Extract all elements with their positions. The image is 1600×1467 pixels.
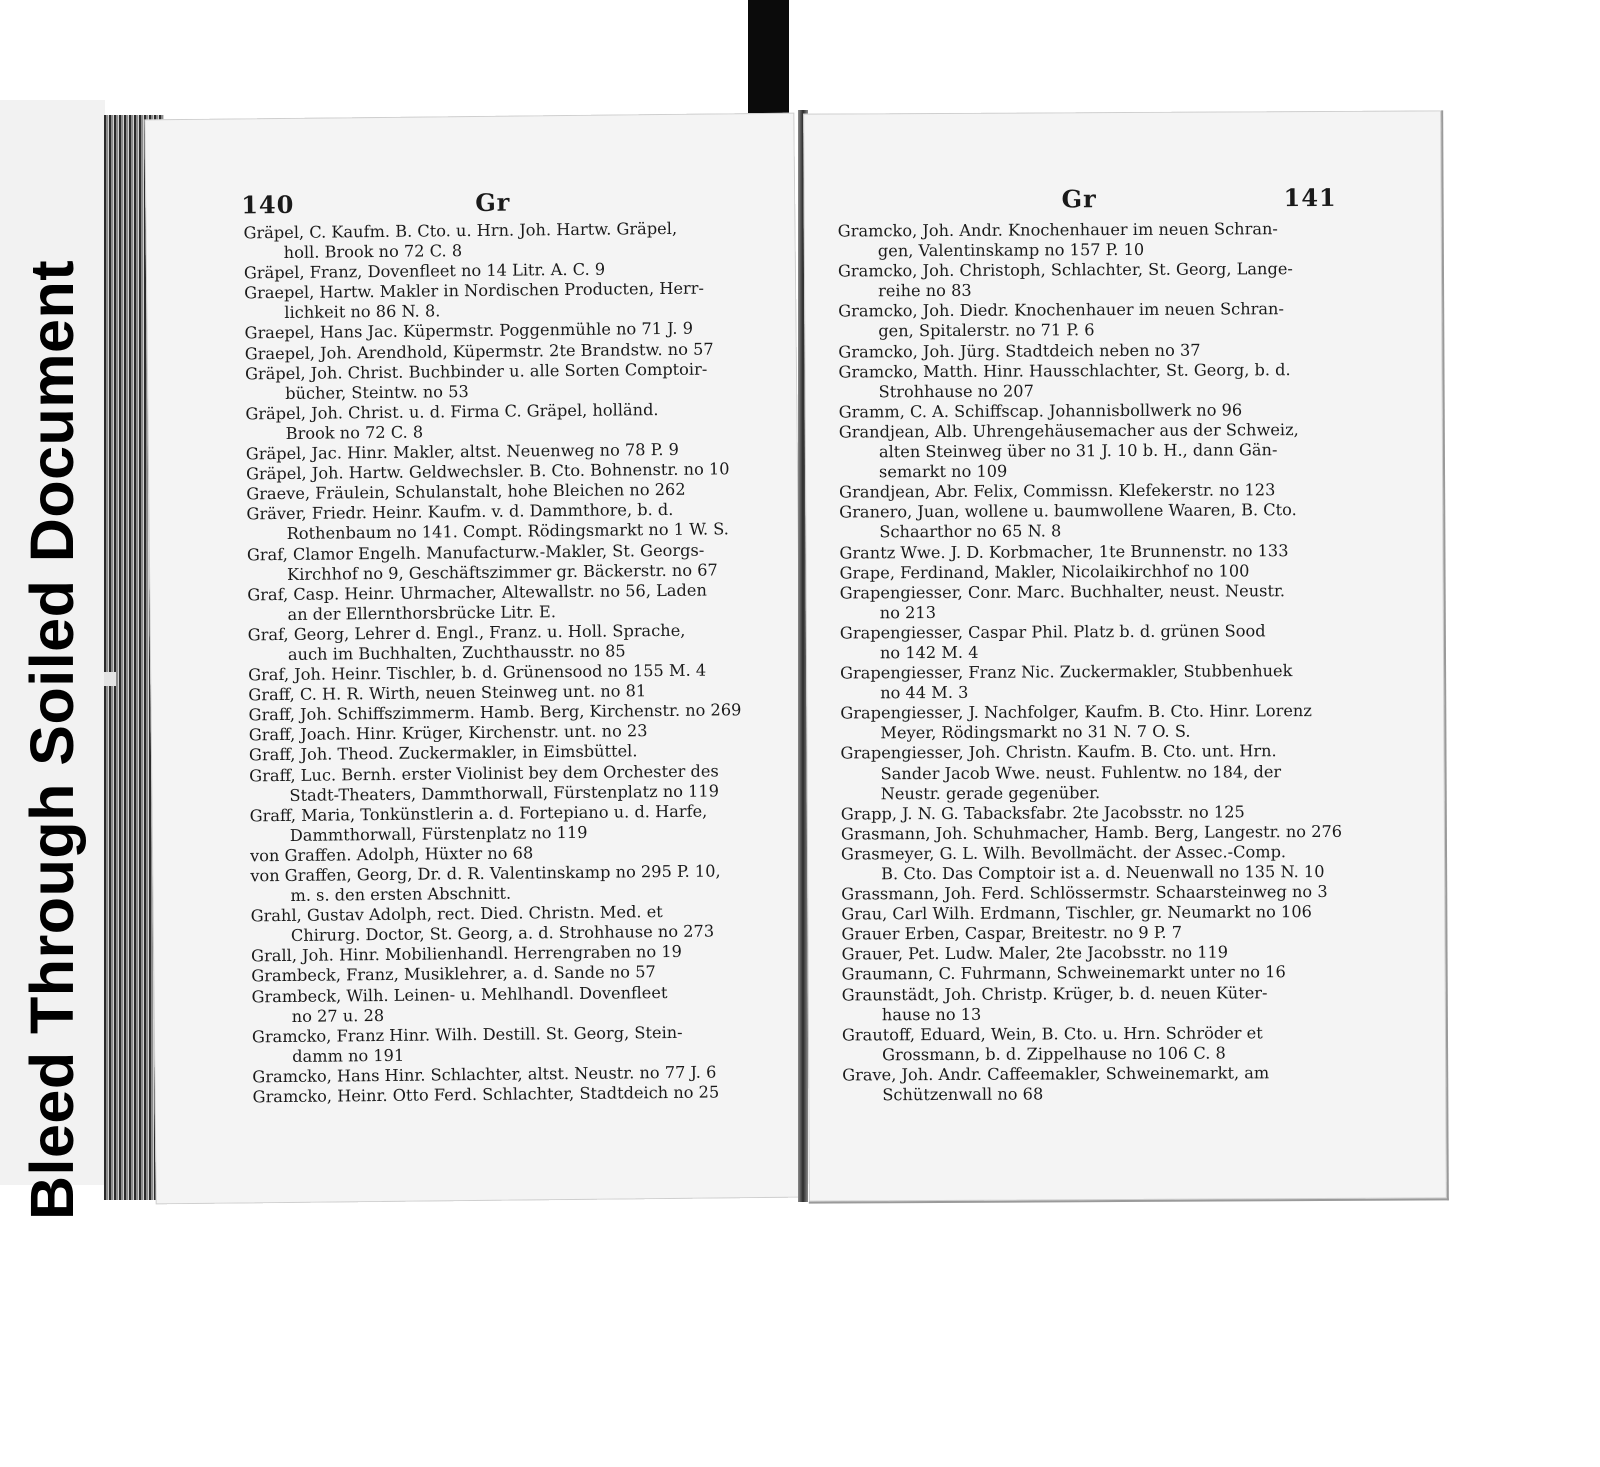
entry-continuation: Schaarthor no 65 N. 8 <box>879 521 1062 542</box>
entry-text: Graff, C. H. R. Wirth, neuen Steinweg unt. no 81 <box>248 681 647 705</box>
entry-continuation: Schützenwall no 68 <box>882 1084 1044 1105</box>
entry-continuation: Rothenbaum no 141. Compt. Rödingsmarkt no 1 W. S. <box>286 519 729 544</box>
directory-entry <box>838 219 1354 262</box>
entry-continuation: semarkt no 109 <box>878 461 1008 482</box>
directory-entry <box>251 901 763 947</box>
entry-text: Graepel, Hans Jac. Küpermstr. Poggenmühle no 71 J. 9 <box>244 319 694 343</box>
entry-text: Grapengiesser, Joh. Christn. Kaufm. B. Cto. unt. Hrn. <box>840 741 1277 763</box>
entry-continuation: alten Steinweg über no 31 J. 10 b. H., dann Gän- <box>878 440 1278 462</box>
entry-text: Grapengiesser, Caspar Phil. Platz b. d. grünen Sood <box>839 621 1266 643</box>
entry-text: Graff, Joach. Hinr. Krüger, Kirchenstr. unt. no 23 <box>248 721 648 745</box>
entry-continuation: reihe no 83 <box>878 281 972 301</box>
directory-entry <box>840 661 1356 704</box>
directory-entry <box>248 620 760 666</box>
entry-text: Gramcko, Joh. Andr. Knochenhauer im neuen Schran- <box>837 219 1278 241</box>
entry-continuation: Dammthorwall, Fürstenplatz no 119 <box>289 822 588 845</box>
entry-continuation: Sander Jacob Wwe. neust. Fuhlentw. no 184, der <box>880 761 1282 783</box>
directory-entry <box>841 922 1357 945</box>
right-page <box>803 110 1449 1203</box>
directory-entry <box>250 861 762 907</box>
entry-text: Grahl, Gustav Adolph, rect. Died. Christn. Med. et <box>250 902 663 926</box>
left-page <box>144 113 805 1205</box>
directory-entry <box>244 278 756 324</box>
entry-list-left <box>243 218 764 1107</box>
entry-text: Graf, Georg, Lehrer d. Engl., Franz. u. Holl. Sprache, <box>247 620 686 645</box>
directory-entry <box>251 982 763 1028</box>
directory-entry <box>841 902 1357 925</box>
entry-continuation: Grossmann, b. d. Zippelhause no 106 C. 8 <box>882 1043 1226 1065</box>
entry-text: von Graffen. Adolph, Hüxter no 68 <box>249 843 534 866</box>
entry-text: Grau, Carl Wilh. Erdmann, Tischler, gr. Neumarkt no 106 <box>841 902 1312 924</box>
entry-text: Gramcko, Joh. Christoph, Schlachter, St. Georg, Lange- <box>837 259 1293 281</box>
entry-continuation: Meyer, Rödingsmarkt no 31 N. 7 O. S. <box>880 722 1191 743</box>
entry-text: Gräpel, Franz, Dovenfleet no 14 Litr. A. C. 9 <box>243 259 606 283</box>
entry-continuation: holl. Brook no 72 C. 8 <box>283 241 463 263</box>
entry-continuation: no 213 <box>879 602 937 623</box>
entry-continuation: no 142 M. 4 <box>879 642 979 663</box>
running-head-left: Gr <box>475 187 511 217</box>
directory-entry <box>842 1023 1358 1066</box>
entry-text: Gramcko, Heinr. Otto Ferd. Schlachter, Stadtdeich no 25 <box>252 1082 720 1107</box>
directory-entry <box>840 741 1356 804</box>
entry-text: Grandjean, Abr. Felix, Commissn. Klefekerstr. no 123 <box>839 480 1276 502</box>
directory-entry <box>839 540 1355 563</box>
entry-text: Graf, Casp. Heinr. Uhrmacher, Altewallstr. no 56, Laden <box>247 580 707 605</box>
entry-continuation: Stadt-Theaters, Dammthorwall, Fürstenplatz no 119 <box>289 781 720 805</box>
entry-continuation: Chirurg. Doctor, St. Georg, a. d. Strohhause no 273 <box>290 921 715 946</box>
directory-entry <box>838 359 1354 402</box>
directory-entry <box>840 621 1356 664</box>
directory-entry <box>840 560 1356 583</box>
directory-entry <box>840 701 1356 744</box>
gutter-strip <box>748 0 789 118</box>
entry-continuation: damm no 191 <box>292 1045 405 1066</box>
page-number-right: 141 <box>1283 182 1337 213</box>
entry-text: Graff, Luc. Bernh. erster Violinist bey dem Orchester des <box>249 760 719 785</box>
directory-entry <box>838 339 1354 362</box>
entry-text: Graumann, C. Fuhrmann, Schweinemarkt unter no 16 <box>841 962 1286 984</box>
entry-text: Gräpel, Jac. Hinr. Makler, altst. Neuenweg no 78 P. 9 <box>245 439 679 464</box>
entry-continuation: auch im Buchhalten, Zuchthausstr. no 85 <box>287 641 626 664</box>
directory-entry <box>842 982 1358 1025</box>
directory-entry <box>245 359 757 405</box>
entry-text: Graunstädt, Joh. Christp. Krüger, b. d. neuen Küter- <box>841 982 1268 1005</box>
entry-text: Gräpel, Joh. Christ. Buchbinder u. alle Sorten Comptoir- <box>244 359 708 384</box>
entry-continuation: hause no 13 <box>881 1004 982 1024</box>
directory-entry <box>842 1063 1358 1106</box>
entry-continuation: m. s. den ersten Abschnitt. <box>290 883 512 906</box>
entry-continuation: gen, Valentinskamp no 157 P. 10 <box>877 239 1145 261</box>
entry-text: Graepel, Joh. Arendhold, Küpermstr. 2te Brandstw. no 57 <box>244 339 714 363</box>
entry-text: Graf, Joh. Heinr. Tischler, b. d. Grünensood no 155 M. 4 <box>248 660 707 685</box>
directory-entry <box>250 801 762 847</box>
entry-text: Graff, Maria, Tonkünstlerin a. d. Fortepiano u. d. Harfe, <box>249 801 708 826</box>
entry-text: Gramm, C. A. Schiffscap. Johannisbollwerk no 96 <box>838 400 1243 422</box>
entry-text: Grape, Ferdinand, Makler, Nicolaikirchhof no 100 <box>839 560 1250 583</box>
entry-text: Grautoff, Eduard, Wein, B. Cto. u. Hrn. Schröder et <box>841 1023 1263 1045</box>
entry-text: Gramcko, Matth. Hinr. Hausschlachter, St. Georg, b. d. <box>838 359 1291 382</box>
directory-entry <box>247 580 759 626</box>
directory-entry <box>252 1082 764 1107</box>
directory-entry <box>243 218 755 264</box>
entry-text: Graff, Joh. Theod. Zuckermakler, in Eimsbüttel. <box>248 741 638 765</box>
entry-text: Gräpel, Joh. Christ. u. d. Firma C. Gräpel, holländ. <box>245 399 659 424</box>
entry-text: Gramcko, Hans Hinr. Schlachter, altst. Neustr. no 77 J. 6 <box>252 1062 717 1087</box>
entry-text: Grantz Wwe. J. D. Korbmacher, 1te Brunnenstr. no 133 <box>839 540 1289 562</box>
page-edge-marker <box>104 672 116 686</box>
entry-continuation: an der Ellernthorsbrücke Litr. E. <box>287 601 557 624</box>
entry-text: Grassmann, Joh. Ferd. Schlössermstr. Schaarsteinweg no 3 <box>841 882 1328 904</box>
directory-entry <box>840 580 1356 623</box>
entry-continuation: Brook no 72 C. 8 <box>285 422 424 443</box>
entry-text: Grauer, Pet. Ludw. Maler, 2te Jacobsstr. no 119 <box>841 942 1229 964</box>
entry-text: Grambeck, Wilh. Leinen- u. Mehlhandl. Dovenfleet <box>251 982 668 1006</box>
entry-text: von Graffen, Georg, Dr. d. R. Valentinskamp no 295 P. 10, <box>250 861 721 886</box>
entry-text: Gramcko, Joh. Diedr. Knochenhauer im neuen Schran- <box>838 299 1284 321</box>
entry-list-right <box>838 219 1359 1106</box>
entry-continuation: Neustr. gerade gegenüber. <box>880 782 1101 803</box>
entry-text: Grapp, J. N. G. Tabacksfabr. 2te Jacobsstr. no 125 <box>840 802 1245 824</box>
directory-entry <box>246 499 758 545</box>
entry-text: Grall, Joh. Hinr. Mobilienhandl. Herrengraben no 19 <box>251 942 682 966</box>
banner-label: Bleed Through Soiled Document <box>18 259 86 1221</box>
directory-entry <box>842 962 1358 985</box>
directory-entry <box>841 882 1357 905</box>
entry-text: Gramcko, Franz Hinr. Wilh. Destill. St. Georg, Stein- <box>251 1022 683 1047</box>
directory-entry <box>247 540 759 586</box>
entry-text: Grapengiesser, Franz Nic. Zuckermakler, Stubbenhuek <box>840 661 1293 683</box>
directory-entry <box>841 802 1357 825</box>
entry-text: Granero, Juan, wollene u. baumwollene Waaren, B. Cto. <box>839 500 1297 522</box>
entry-text: Graf, Clamor Engelh. Manufacturw.-Makler, St. Georgs- <box>246 540 705 564</box>
running-head-right: Gr <box>1061 184 1097 214</box>
entry-text: Grambeck, Franz, Musiklehrer, a. d. Sande no 57 <box>251 962 656 986</box>
directory-entry <box>839 500 1355 543</box>
entry-continuation: no 44 M. 3 <box>880 682 969 703</box>
directory-entry <box>841 822 1357 845</box>
entry-text: Grasmeyer, G. L. Wilh. Bevollmächt. der Assec.-Comp. <box>840 842 1287 864</box>
entry-text: Gramcko, Joh. Jürg. Stadtdeich neben no 37 <box>838 340 1201 362</box>
entry-text: Gräver, Friedr. Heinr. Kaufm. v. d. Dammthore, b. d. <box>246 500 674 524</box>
entry-text: Grave, Joh. Andr. Caffeemakler, Schweinemarkt, am <box>842 1063 1270 1085</box>
entry-continuation: B. Cto. Das Comptoir ist a. d. Neuenwall no 135 N. 10 <box>881 861 1325 884</box>
entry-text: Graepel, Hartw. Makler in Nordischen Producten, Herr- <box>244 278 705 303</box>
entry-text: Gräpel, Joh. Hartw. Geldwechsler. B. Cto. Bohnenstr. no 10 <box>245 459 730 484</box>
directory-entry <box>249 761 761 807</box>
entry-text: Grasmann, Joh. Schuhmacher, Hamb. Berg, Langestr. no 276 <box>840 821 1343 844</box>
directory-entry <box>841 842 1357 885</box>
directory-entry <box>839 480 1355 503</box>
directory-entry <box>842 942 1358 965</box>
directory-entry <box>245 399 757 445</box>
directory-entry <box>839 400 1355 423</box>
directory-entry <box>839 420 1355 483</box>
entry-continuation: Kirchhof no 9, Geschäftszimmer gr. Bäckerstr. no 67 <box>287 560 718 584</box>
entry-continuation: Strohhause no 207 <box>878 381 1034 402</box>
entry-text: Grapengiesser, J. Nachfolger, Kaufm. B. Cto. Hinr. Lorenz <box>840 701 1312 723</box>
entry-text: Graff, Joh. Schiffszimmerm. Hamb. Berg, Kirchenstr. no 269 <box>248 700 742 725</box>
directory-entry <box>838 299 1354 342</box>
side-banner <box>0 100 105 1221</box>
entry-text: Grandjean, Alb. Uhrengehäusemacher aus der Schweiz, <box>838 420 1299 442</box>
directory-entry <box>838 259 1354 302</box>
directory-entry <box>252 1022 764 1068</box>
entry-text: Grapengiesser, Conr. Marc. Buchhalter, neust. Neustr. <box>839 580 1286 603</box>
entry-continuation: bücher, Steintw. no 53 <box>285 381 469 403</box>
entry-text: Gräpel, C. Kaufm. B. Cto. u. Hrn. Joh. Hartw. Gräpel, <box>243 218 678 243</box>
entry-continuation: lichkeit no 86 N. 8. <box>284 301 441 323</box>
page-number-left: 140 <box>241 189 295 220</box>
entry-text: Grauer Erben, Caspar, Breitestr. no 9 P. 7 <box>841 922 1183 944</box>
entry-text: Graeve, Fräulein, Schulanstalt, hohe Bleichen no 262 <box>246 480 686 504</box>
entry-continuation: no 27 u. 28 <box>291 1005 385 1026</box>
entry-continuation: gen, Spitalerstr. no 71 P. 6 <box>878 320 1095 341</box>
